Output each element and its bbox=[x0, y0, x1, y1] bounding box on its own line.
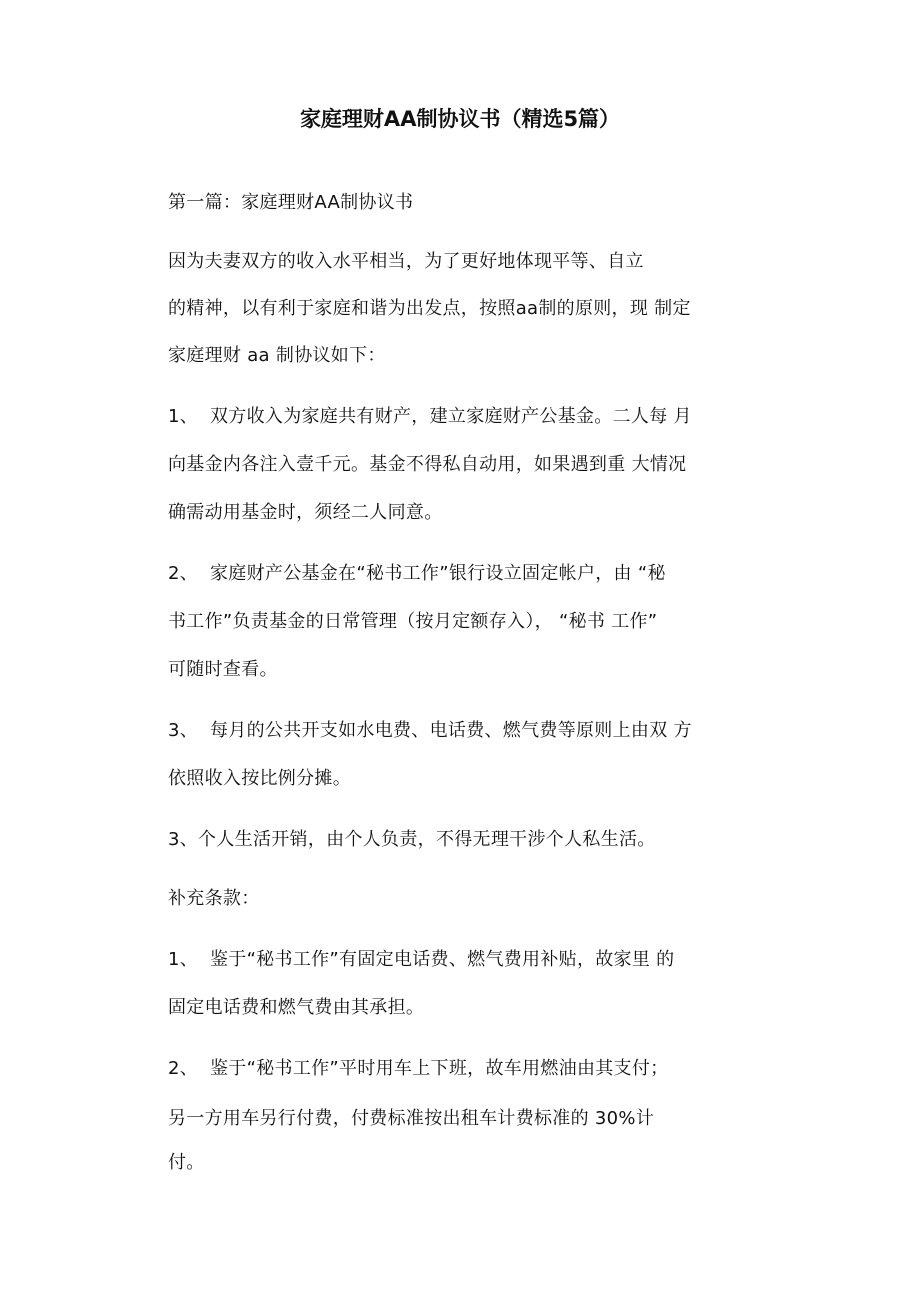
clause-number: 1、 bbox=[168, 949, 199, 970]
clause-1-line-1 bbox=[168, 402, 768, 432]
clause-text: 家庭财产公基金在“秘书工作”银行设立固定帐户，由 “秘 bbox=[210, 563, 666, 584]
clause-4-line-1: 3、个人生活开销，由个人负责，不得无理干涉个人私生活。 bbox=[168, 829, 656, 850]
clause-number: 2、 bbox=[168, 1058, 199, 1079]
clause-1-line-2: 向基金内各注入壹千元。基金不得私自动用，如果遇到重 大情况 bbox=[168, 454, 687, 475]
supplement-heading: 补充条款： bbox=[168, 888, 260, 909]
clause-2-line-3: 可随时查看。 bbox=[168, 659, 278, 680]
supplement-2-line-3: 付。 bbox=[168, 1152, 205, 1173]
clause-text: 鉴于“秘书工作”平时用车上下班，故车用燃油由其支付； bbox=[210, 1058, 669, 1079]
clause-2-line-1 bbox=[168, 559, 768, 589]
supplement-1-line-1 bbox=[168, 945, 768, 975]
clause-1-line-3: 确需动用基金时，须经二人同意。 bbox=[168, 502, 443, 523]
intro-line-1: 因为夫妻双方的收入水平相当，为了更好地体现平等、自立 bbox=[168, 251, 644, 272]
clause-number: 1、 bbox=[168, 406, 199, 427]
clause-text: 每月的公共开支如水电费、电话费、燃气费等原则上由双 方 bbox=[210, 720, 692, 741]
clause-3-line-2: 依照收入按比例分摊。 bbox=[168, 768, 351, 789]
section-heading: 第一篇：家庭理财AA制协议书 bbox=[168, 192, 414, 213]
clause-text: 鉴于“秘书工作”有固定电话费、燃气费用补贴，故家里 的 bbox=[210, 949, 675, 970]
supplement-2-line-2: 另一方用车另行付费，付费标准按出租车计费标准的 30%计 bbox=[168, 1108, 655, 1129]
clause-2-line-2: 书工作”负责基金的日常管理（按月定额存入）， “秘书 工作” bbox=[168, 611, 658, 632]
clause-number: 3、 bbox=[168, 720, 199, 741]
clause-number: 2、 bbox=[168, 563, 199, 584]
clause-text: 双方收入为家庭共有财产，建立家庭财产公基金。二人每 月 bbox=[210, 406, 692, 427]
clause-3-line-1 bbox=[168, 716, 768, 746]
supplement-1-line-2: 固定电话费和燃气费由其承担。 bbox=[168, 997, 425, 1018]
supplement-2-line-1 bbox=[168, 1054, 768, 1084]
document-title: 家庭理财AA制协议书（精选5篇） bbox=[299, 107, 621, 131]
intro-line-2: 的精神，以有利于家庭和谐为出发点，按照aa制的原则，现 制定 bbox=[168, 298, 691, 319]
intro-line-3: 家庭理财 aa 制协议如下： bbox=[168, 345, 386, 366]
